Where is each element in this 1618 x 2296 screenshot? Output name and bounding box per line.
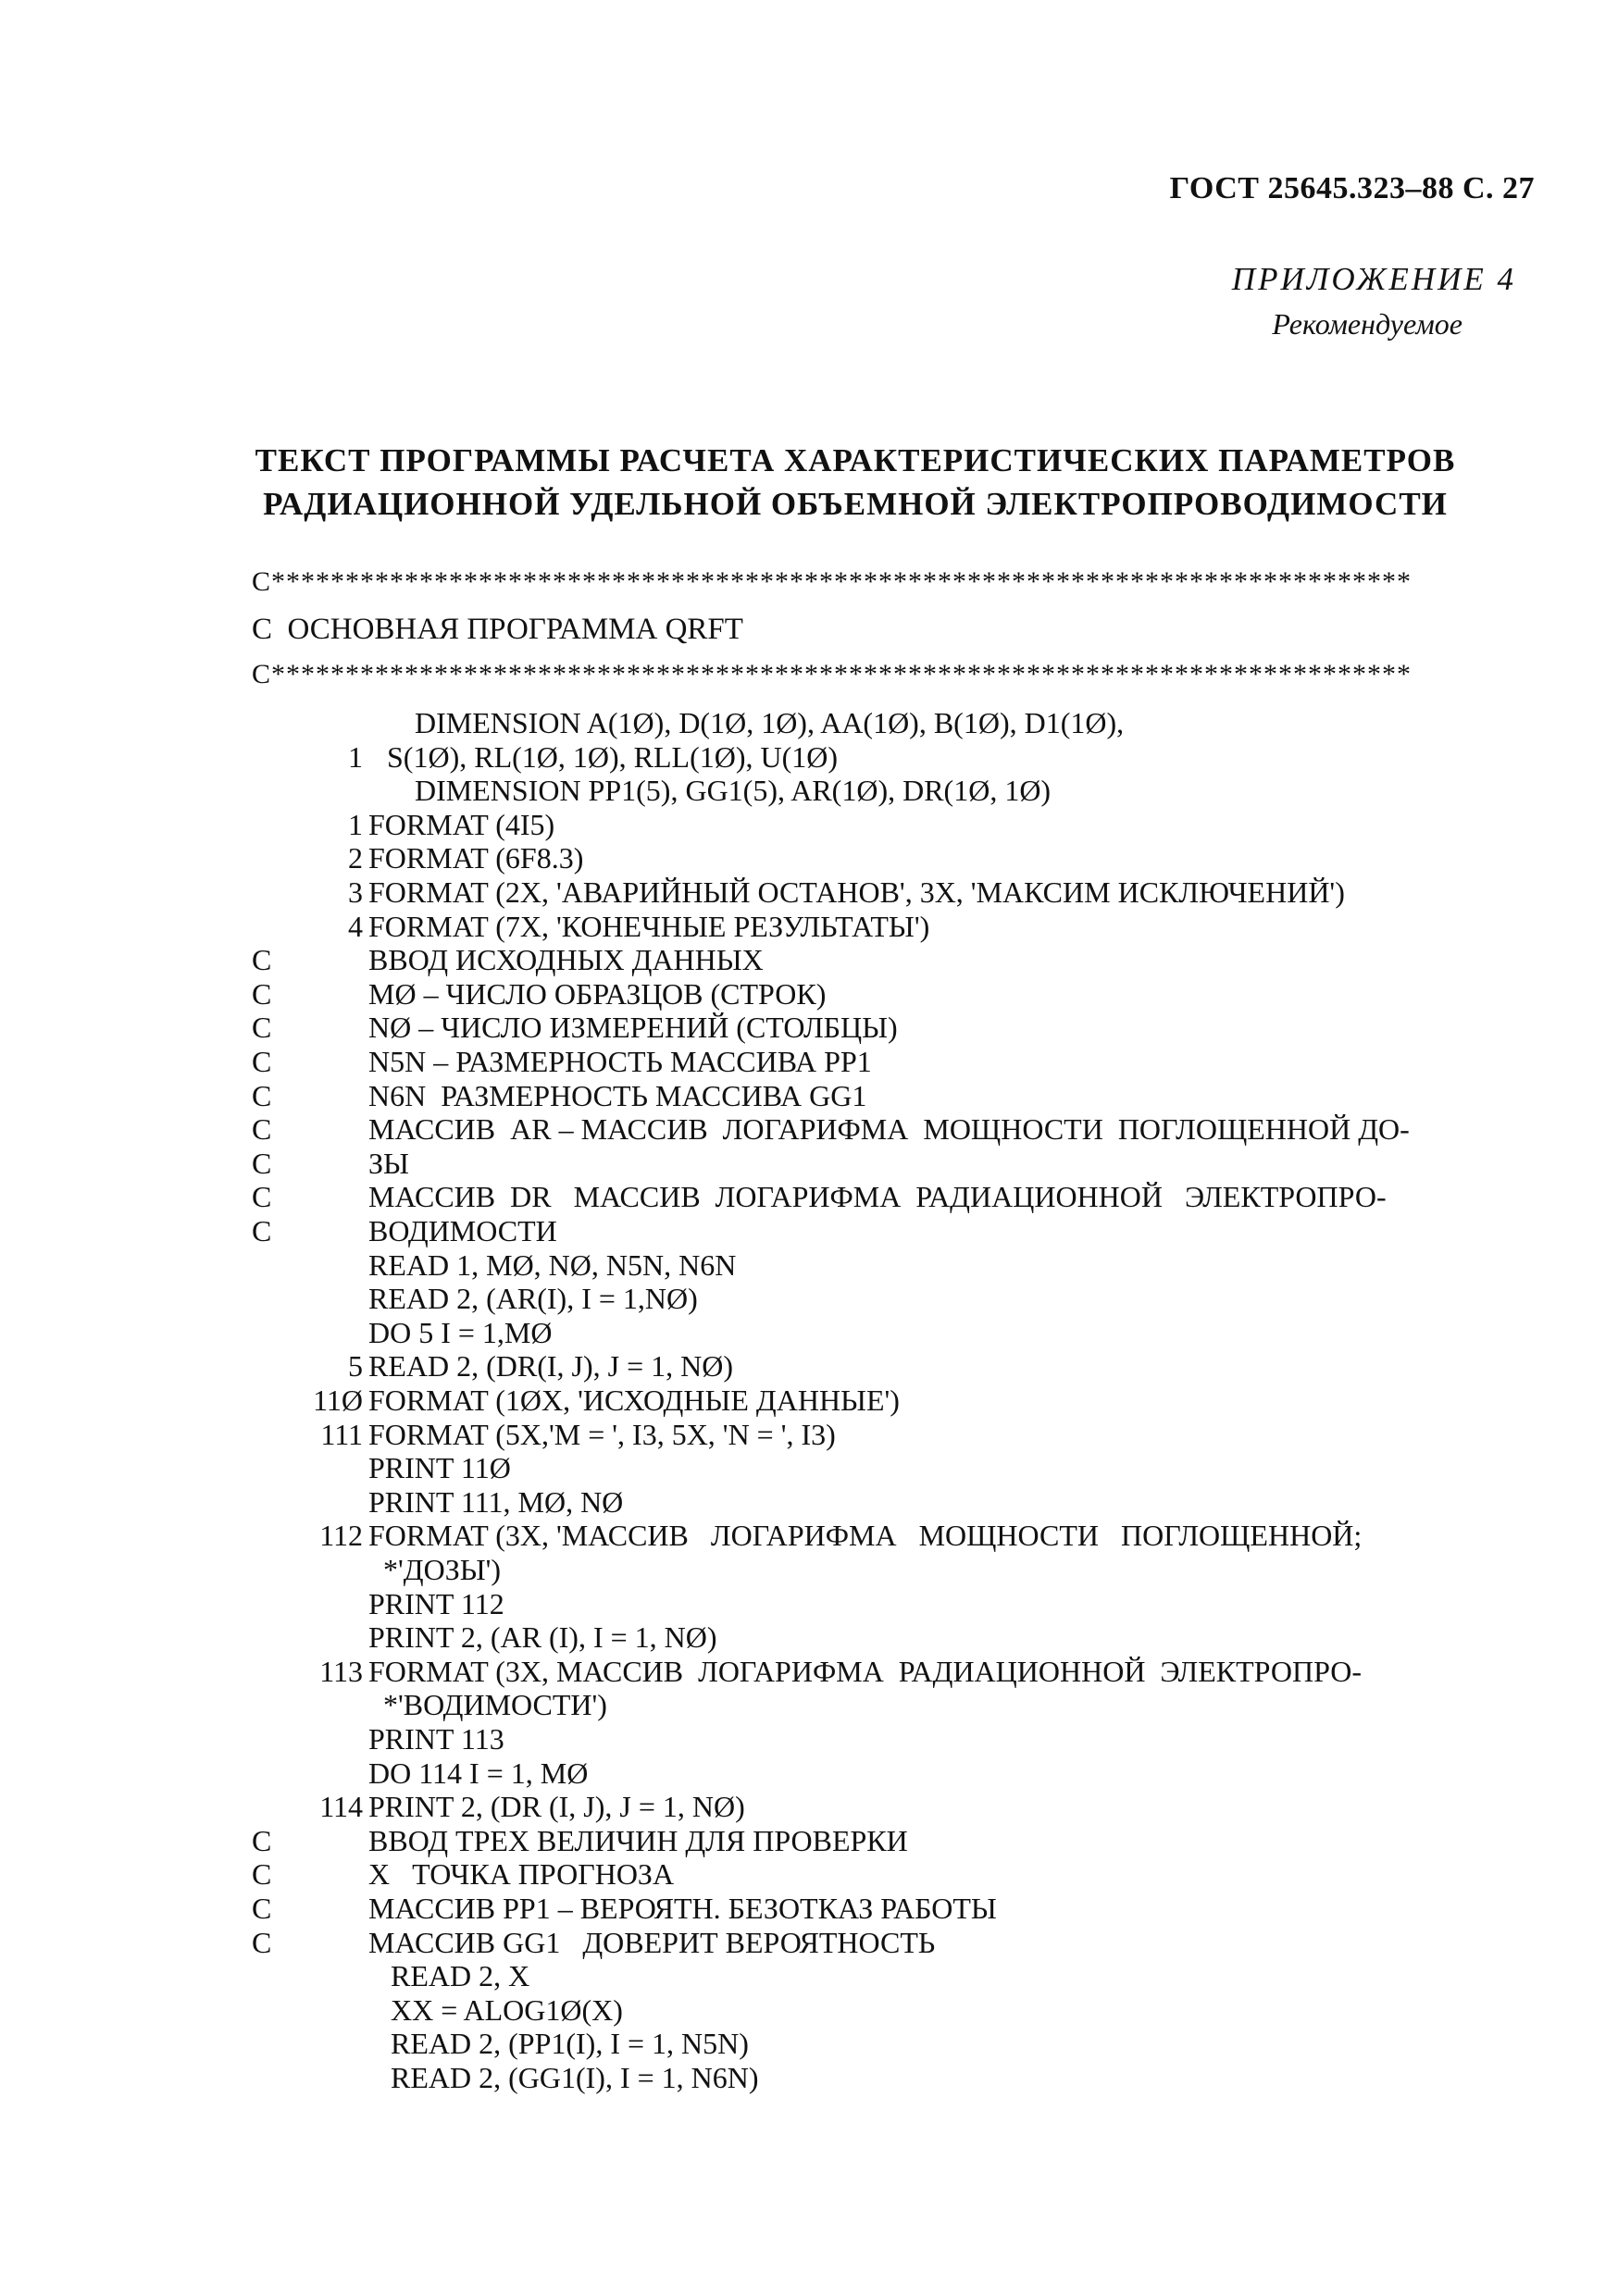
code-line bbox=[0, 1857, 1618, 1892]
code-text: FORMAT (1ØX, 'ИСХОДНЫЕ ДАННЫЕ') bbox=[368, 1384, 900, 1417]
code-line bbox=[0, 1587, 1618, 1621]
code-text: X ТОЧКА ПРОГНОЗА bbox=[368, 1857, 675, 1892]
comment-marker: C bbox=[252, 1180, 272, 1214]
code-text: READ 2, (GG1(I), I = 1, N6N) bbox=[368, 2061, 759, 2094]
code-text: PRINT 112 bbox=[368, 1586, 504, 1620]
code-line bbox=[0, 2027, 1618, 2061]
comment-marker: C bbox=[252, 1823, 272, 1857]
comment-stars-bottom: С***************************************************************************** bbox=[252, 659, 1413, 689]
code-line bbox=[0, 977, 1618, 1011]
code-text: NØ – ЧИСЛО ИЗМЕРЕНИЙ (СТОЛБЦЫ) bbox=[368, 1011, 898, 1045]
statement-label: 5 bbox=[348, 1349, 363, 1384]
code-line bbox=[0, 1316, 1618, 1350]
code-text: S(1Ø), RL(1Ø, 1Ø), RLL(1Ø), U(1Ø) bbox=[387, 739, 839, 774]
code-text: N5N – РАЗМЕРНОСТЬ МАССИВА PP1 bbox=[368, 1045, 872, 1078]
code-line bbox=[0, 740, 1618, 775]
code-line bbox=[0, 841, 1618, 875]
code-line bbox=[0, 808, 1618, 842]
statement-label: 113 bbox=[319, 1654, 363, 1688]
statement-label: 2 bbox=[348, 841, 363, 875]
code-line bbox=[0, 1180, 1618, 1214]
code-line bbox=[0, 1418, 1618, 1452]
code-line bbox=[0, 1926, 1618, 1960]
comment-marker: C bbox=[252, 1078, 272, 1112]
code-line bbox=[0, 1248, 1618, 1283]
document-reference: ГОСТ 25645.323–88 С. 27 bbox=[1169, 171, 1535, 205]
code-text: READ 2, (PP1(I), I = 1, N5N) bbox=[368, 2027, 749, 2061]
comment-marker: C bbox=[252, 976, 272, 1011]
code-text: PRINT 11Ø bbox=[368, 1451, 511, 1485]
document-title-line-2: РАДИАЦИОННОЙ УДЕЛЬНОЙ ОБЪЕМНОЙ ЭЛЕКТРОПРОВОДИМОСТИ bbox=[263, 486, 1448, 522]
code-text: ВВОД ТРЕХ ВЕЛИЧИН ДЛЯ ПРОВЕРКИ bbox=[368, 1823, 908, 1857]
comment-marker: C bbox=[252, 1112, 272, 1147]
code-line bbox=[0, 1485, 1618, 1520]
comment-marker: C bbox=[252, 1857, 272, 1892]
code-text: READ 2, (DR(I, J), J = 1, NØ) bbox=[368, 1349, 734, 1384]
code-text: FORMAT (2X, 'АВАРИЙНЫЙ ОСТАНОВ', 3X, 'МАКСИМ ИСКЛЮЧЕНИЙ') bbox=[368, 875, 1345, 909]
comment-marker: C bbox=[252, 1146, 272, 1180]
statement-label: 1 bbox=[348, 807, 363, 841]
code-text: PRINT 2, (AR (I), I = 1, NØ) bbox=[368, 1620, 717, 1655]
statement-label: 111 bbox=[320, 1417, 363, 1451]
code-line bbox=[0, 1790, 1618, 1824]
code-line bbox=[0, 1722, 1618, 1756]
code-text: READ 2, (AR(I), I = 1,NØ) bbox=[368, 1282, 698, 1316]
program-name-comment: С ОСНОВНАЯ ПРОГРАММА QRFT bbox=[252, 613, 743, 646]
code-text: *'ДОЗЫ') bbox=[368, 1553, 502, 1586]
code-text: FORMAT (3X, 'МАССИВ ЛОГАРИФМА МОЩНОСТИ ПОГЛОЩЕННОЙ; bbox=[368, 1519, 1363, 1553]
code-text: DO 114 I = 1, MØ bbox=[368, 1756, 589, 1790]
code-line bbox=[0, 1011, 1618, 1045]
statement-label: 114 bbox=[319, 1790, 363, 1824]
code-line bbox=[0, 1688, 1618, 1722]
statement-label: 11Ø bbox=[313, 1384, 363, 1417]
code-line bbox=[0, 1519, 1618, 1553]
code-text: PRINT 113 bbox=[368, 1722, 504, 1756]
code-line bbox=[0, 1824, 1618, 1858]
comment-marker: C bbox=[252, 1045, 272, 1078]
code-line bbox=[0, 1282, 1618, 1316]
code-text: МАССИВ DR МАССИВ ЛОГАРИФМА РАДИАЦИОННОЙ ЭЛЕКТРОПРО- bbox=[368, 1180, 1387, 1214]
code-line bbox=[0, 1214, 1618, 1248]
comment-stars-top: С***************************************************************************** bbox=[252, 566, 1413, 597]
appendix-label: ПРИЛОЖЕНИЕ 4 bbox=[1231, 261, 1516, 297]
code-line bbox=[0, 1892, 1618, 1926]
code-text: FORMAT (3X, МАССИВ ЛОГАРИФМА РАДИАЦИОННОЙ ЭЛЕКТРОПРО- bbox=[368, 1654, 1363, 1688]
code-line bbox=[0, 1384, 1618, 1418]
comment-marker: C bbox=[252, 1011, 272, 1045]
code-text: ВВОД ИСХОДНЫХ ДАННЫХ bbox=[368, 943, 764, 977]
code-text: МАССИВ AR – МАССИВ ЛОГАРИФМА МОЩНОСТИ ПОГЛОЩЕННОЙ ДО- bbox=[368, 1112, 1410, 1147]
code-line bbox=[0, 875, 1618, 910]
code-line bbox=[0, 1756, 1618, 1791]
code-text: N6N РАЗМЕРНОСТЬ МАССИВА GG1 bbox=[368, 1078, 867, 1112]
statement-label: 1 bbox=[348, 739, 363, 774]
code-line bbox=[0, 706, 1618, 740]
code-line bbox=[0, 943, 1618, 977]
code-text: ЗЫ bbox=[368, 1146, 409, 1180]
code-line bbox=[0, 1655, 1618, 1689]
comment-marker: C bbox=[252, 1925, 272, 1959]
code-text: PRINT 111, MØ, NØ bbox=[368, 1484, 624, 1519]
code-text: *'ВОДИМОСТИ') bbox=[368, 1688, 607, 1722]
appendix-status: Рекомендуемое bbox=[1272, 307, 1462, 341]
code-text: FORMAT (4I5) bbox=[368, 807, 555, 841]
code-line bbox=[0, 1451, 1618, 1485]
comment-marker: C bbox=[252, 1892, 272, 1925]
code-line bbox=[0, 2061, 1618, 2095]
code-text: ВОДИМОСТИ bbox=[368, 1214, 557, 1247]
code-line bbox=[0, 774, 1618, 808]
code-line bbox=[0, 1045, 1618, 1079]
statement-label: 112 bbox=[319, 1519, 363, 1553]
code-text: МАССИВ PP1 – ВЕРОЯТН. БЕЗОТКАЗ РАБОТЫ bbox=[368, 1892, 997, 1925]
code-text: XX = ALOG1Ø(X) bbox=[368, 1992, 623, 2027]
code-text: МАССИВ GG1 ДОВЕРИТ ВЕРОЯТНОСТЬ bbox=[368, 1925, 936, 1959]
code-text: FORMAT (5X,'M = ', I3, 5X, 'N = ', I3) bbox=[368, 1417, 836, 1451]
comment-marker: C bbox=[252, 943, 272, 977]
code-line bbox=[0, 910, 1618, 944]
code-line bbox=[0, 1079, 1618, 1113]
code-line bbox=[0, 1553, 1618, 1587]
code-text: MØ – ЧИСЛО ОБРАЗЦОВ (СТРОК) bbox=[368, 976, 827, 1011]
code-text: DIMENSION A(1Ø), D(1Ø, 1Ø), AA(1Ø), B(1Ø), D1(1Ø), bbox=[415, 706, 1125, 739]
code-text: DO 5 I = 1,MØ bbox=[368, 1315, 553, 1349]
code-line bbox=[0, 1959, 1618, 1993]
statement-label: 4 bbox=[348, 909, 363, 943]
code-text: READ 1, MØ, NØ, N5N, N6N bbox=[368, 1247, 737, 1282]
comment-marker: C bbox=[252, 1214, 272, 1247]
code-line bbox=[0, 1349, 1618, 1384]
code-text: DIMENSION PP1(5), GG1(5), AR(1Ø), DR(1Ø, 1Ø) bbox=[415, 774, 1052, 808]
code-text: PRINT 2, (DR (I, J), J = 1, NØ) bbox=[368, 1790, 745, 1824]
document-title-line-1: ТЕКСТ ПРОГРАММЫ РАСЧЕТА ХАРАКТЕРИСТИЧЕСКИХ ПАРАМЕТРОВ bbox=[255, 442, 1456, 478]
code-text: READ 2, X bbox=[368, 1959, 530, 1993]
code-line bbox=[0, 1112, 1618, 1147]
code-line bbox=[0, 1993, 1618, 2028]
code-line bbox=[0, 1620, 1618, 1655]
code-text: FORMAT (6F8.3) bbox=[368, 841, 584, 875]
code-text: FORMAT (7X, 'КОНЕЧНЫЕ РЕЗУЛЬТАТЫ') bbox=[368, 909, 930, 943]
statement-label: 3 bbox=[348, 875, 363, 909]
code-line bbox=[0, 1147, 1618, 1181]
